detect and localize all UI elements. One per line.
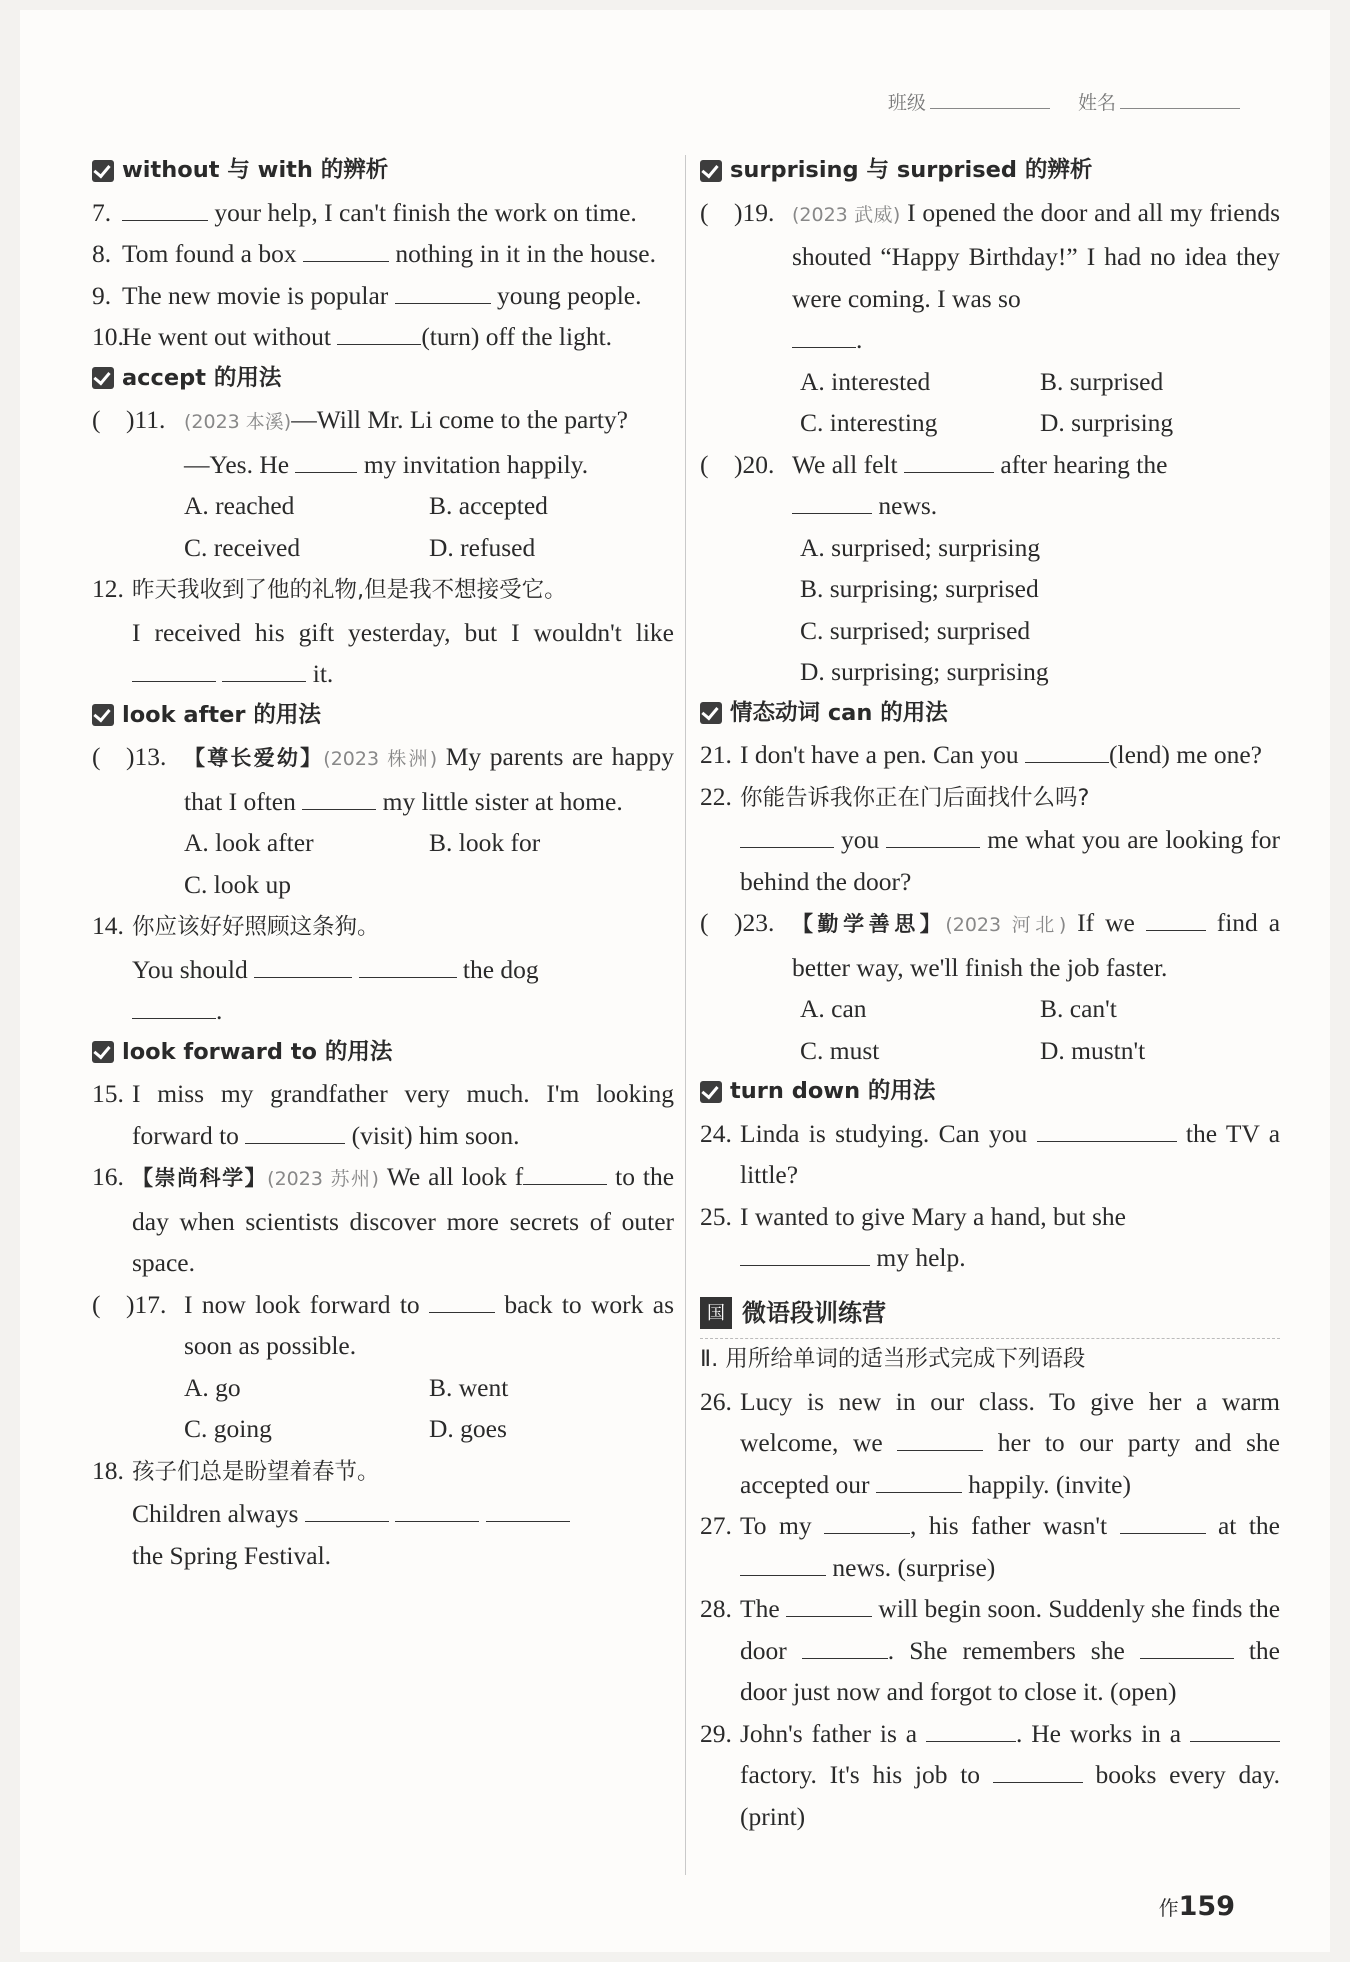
answer-blank[interactable]	[302, 785, 376, 810]
option[interactable]: D. refused	[429, 532, 536, 562]
answer-blank[interactable]	[926, 1717, 1016, 1742]
column-divider	[685, 155, 686, 1875]
answer-blank[interactable]	[792, 489, 872, 514]
check-icon	[700, 160, 722, 182]
question-20: ( )20. We all felt after hearing the news.	[700, 449, 1168, 520]
answer-blank[interactable]	[904, 448, 994, 473]
option[interactable]: C. going	[184, 1414, 272, 1443]
answer-blank[interactable]	[295, 448, 357, 473]
question-28: 28. The will begin soon. Suddenly she finds the door . She remembers she the door just now and forgot to close it. (open)	[700, 1594, 1281, 1706]
class-blank[interactable]	[930, 84, 1050, 109]
option[interactable]: D. surprising; surprising	[800, 657, 1049, 686]
answer-blank[interactable]	[122, 196, 208, 221]
class-label: 班级	[887, 92, 926, 114]
question-12: 12. 昨天我收到了他的礼物,但是我不想接受它。 I received his gift yesterday, but I wouldn't like it.	[92, 574, 674, 688]
name-label: 姓名	[1077, 92, 1116, 114]
question-15: 15. I miss my grandfather very much. I'm looking forward to (visit) him soon.	[92, 1079, 674, 1150]
answer-blank[interactable]	[429, 1288, 495, 1313]
answer-blank[interactable]	[792, 323, 856, 348]
check-icon	[92, 367, 114, 389]
question-13: ( )13. 【尊长爱幼】(2023 株洲) My parents are happy that I often my little sister at home.	[92, 742, 675, 816]
answer-blank[interactable]	[1146, 906, 1206, 931]
option[interactable]: D. mustn't	[1040, 1035, 1146, 1065]
question-16: 16. 【崇尚科学】(2023 苏州) We all look f to the day when scientists discover more secrets of outer space.	[92, 1162, 675, 1277]
option[interactable]: C. must	[800, 1035, 880, 1065]
answer-blank[interactable]	[897, 1426, 983, 1451]
answer-blank[interactable]	[886, 823, 980, 848]
question-18: 18. 孩子们总是盼望着春节。 Children always the Spring Festival.	[92, 1450, 674, 1577]
section-heading: 情态动词 can 的用法	[700, 693, 1280, 735]
option[interactable]: C. received	[184, 532, 301, 562]
answer-blank[interactable]	[876, 1468, 962, 1493]
check-icon	[700, 1081, 722, 1103]
answer-blank[interactable]	[222, 657, 306, 682]
check-icon	[92, 1041, 114, 1063]
answer-blank[interactable]	[305, 1497, 389, 1522]
left-column	[92, 150, 674, 1576]
question-21: 21. I don't have a pen. Can you (lend) me one?	[700, 740, 1262, 769]
section-box-icon: 国	[700, 1297, 732, 1329]
option[interactable]: C. look up	[184, 869, 291, 899]
question-26: 26. Lucy is new in our class. To give her a warm welcome, we her to our party and she accepted our happily. (invite)	[700, 1386, 1280, 1499]
answer-blank[interactable]	[802, 1634, 888, 1659]
answer-blank[interactable]	[132, 657, 216, 682]
option[interactable]: B. can't	[1040, 994, 1117, 1023]
answer-blank[interactable]	[1190, 1717, 1280, 1742]
page-header	[888, 84, 1240, 115]
section-heading: look forward to 的用法	[92, 1032, 674, 1074]
option[interactable]: D. surprising	[1040, 408, 1174, 437]
answer-blank[interactable]	[395, 279, 491, 304]
option[interactable]: A. look after	[184, 828, 314, 857]
answer-blank[interactable]	[1120, 1509, 1206, 1534]
question-24: 24. Linda is studying. Can you the TV a little?	[700, 1118, 1281, 1189]
workbook-page	[20, 10, 1330, 1952]
question-22: 22. 你能告诉我你正在门后面找什么吗? you me what you are looking for behind the door?	[700, 781, 1280, 896]
check-icon	[700, 702, 722, 724]
answer-blank[interactable]	[359, 953, 457, 978]
question-14: 14. 你应该好好照顾这条狗。 You should the dog .	[92, 911, 539, 1025]
section-heading: turn down 的用法	[700, 1071, 1280, 1113]
option[interactable]: A. can	[800, 994, 867, 1023]
answer-blank[interactable]	[1025, 738, 1109, 763]
question-7: 7. your help, I can't finish the work on time.	[92, 197, 637, 227]
option[interactable]: B. went	[429, 1372, 509, 1402]
options	[184, 1367, 674, 1450]
question-9: 9. The new movie is popular young people.	[92, 280, 642, 310]
page-number: 作159	[1158, 1891, 1235, 1922]
answer-blank[interactable]	[254, 953, 352, 978]
question-8: 8. Tom found a box nothing in it in the house.	[92, 239, 656, 268]
answer-blank[interactable]	[824, 1509, 910, 1534]
question-17: ( )17. I now look forward to back to work as soon as possible.	[92, 1289, 674, 1360]
answer-blank[interactable]	[303, 237, 389, 262]
answer-blank[interactable]	[1140, 1634, 1234, 1659]
answer-blank[interactable]	[486, 1497, 570, 1522]
option[interactable]: A. interested	[800, 366, 931, 396]
answer-blank[interactable]	[523, 1160, 607, 1185]
option[interactable]: A. surprised; surprising	[800, 532, 1041, 562]
question-23: ( )23. 【勤学善思】(2023 河北) If we find a better way, we'll finish the job faster.	[700, 908, 1281, 982]
question-27: 27. To my , his father wasn't at the news. (surprise)	[700, 1511, 1280, 1582]
option[interactable]: A. go	[184, 1372, 241, 1402]
option[interactable]: D. goes	[429, 1414, 507, 1443]
options	[800, 361, 1280, 444]
check-icon	[92, 704, 114, 726]
answer-blank[interactable]	[740, 1551, 826, 1576]
answer-blank[interactable]	[245, 1119, 345, 1144]
options	[800, 988, 1280, 1071]
question-25: 25. I wanted to give Mary a hand, but she my help.	[700, 1201, 1126, 1272]
question-11: ( )11. (2023 本溪)—Will Mr. Li come to the party? —Yes. He my invitation happily.	[92, 405, 628, 479]
options	[184, 485, 674, 568]
section-heading: without 与 with 的辨析	[92, 150, 674, 192]
option[interactable]	[429, 864, 674, 906]
answer-blank[interactable]	[1037, 1117, 1177, 1142]
option[interactable]: A. reached	[184, 491, 295, 520]
option[interactable]: C. surprised; surprised	[800, 615, 1031, 645]
section-heading: look after 的用法	[92, 695, 674, 737]
option[interactable]: B. surprising; surprised	[800, 574, 1039, 603]
option[interactable]: B. surprised	[1040, 366, 1164, 396]
answer-blank[interactable]	[132, 994, 216, 1019]
answer-blank[interactable]	[786, 1592, 872, 1617]
right-column	[700, 150, 1280, 1837]
answer-blank[interactable]	[993, 1758, 1083, 1783]
question-10: 10. He went out without (turn) off the light.	[92, 322, 613, 351]
answer-blank[interactable]	[740, 823, 834, 848]
answer-blank[interactable]	[337, 320, 421, 345]
name-blank[interactable]	[1120, 84, 1240, 109]
answer-blank[interactable]	[740, 1241, 870, 1266]
instruction: Ⅱ. 用所给单词的适当形式完成下列语段	[700, 1346, 1086, 1372]
answer-blank[interactable]	[395, 1497, 479, 1522]
section-heading: surprising 与 surprised 的辨析	[700, 150, 1280, 192]
question-19: ( )19. (2023 武威) I opened the door and all my friends shouted “Happy Birthday!” I had no idea they were coming. I was so .	[700, 197, 1281, 354]
practice-section-title: 国 微语段训练营	[700, 1293, 1280, 1340]
options	[800, 527, 1280, 693]
options	[184, 822, 674, 905]
option[interactable]: C. interesting	[800, 408, 938, 437]
check-icon	[92, 160, 114, 182]
option[interactable]: B. accepted	[429, 491, 548, 520]
section-heading: accept 的用法	[92, 358, 674, 400]
question-29: 29. John's father is a . He works in a factory. It's his job to books every day. (print)	[700, 1718, 1281, 1831]
option[interactable]: B. look for	[429, 828, 541, 857]
